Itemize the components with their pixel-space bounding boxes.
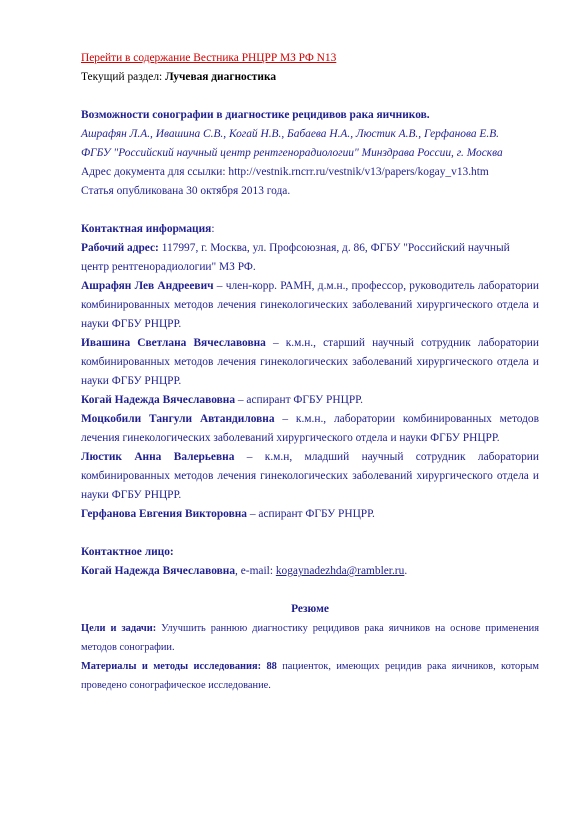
spacer — [81, 201, 539, 220]
materials-text: пациенток, имеющих рецидив рака яичников, которым проведено сонографическое исследование. — [81, 661, 539, 691]
email-suffix: . — [404, 565, 408, 577]
person-entry — [81, 391, 539, 410]
person-name: Ашрафян Лев Андреевич — [81, 280, 214, 292]
person-description: – к.м.н., старший научный сотрудник лаборатории комбинированных методов лечения гинекологических заболеваний хирургического отдела и науки ФГБУ РНЦРР. — [81, 337, 539, 387]
article-institution: ФГБУ "Российский научный центр рентгенорадиологии" Минздрава России, г. Москва — [81, 147, 503, 159]
summary-heading: Резюме — [291, 603, 329, 615]
summary-goals — [81, 619, 539, 657]
section-value: Лучевая диагностика — [165, 71, 277, 83]
person-name: Герфанова Евгения Викторовна — [81, 508, 247, 520]
materials-count: 88 — [261, 661, 277, 672]
work-address — [81, 239, 539, 277]
summary-materials — [81, 657, 539, 695]
person-description: – аспирант ФГБУ РНЦРР. — [247, 508, 375, 520]
goals-label: Цели и задачи: — [81, 623, 157, 634]
person-entry — [81, 448, 539, 505]
person-entry — [81, 277, 539, 334]
contact-person-heading: Контактное лицо: — [81, 546, 174, 558]
person-name: Моцкобили Тангули Автандиловна — [81, 413, 275, 425]
publication-date: Статья опубликована 30 октября 2013 года. — [81, 185, 291, 197]
spacer — [81, 581, 539, 600]
work-address-label: Рабочий адрес: — [81, 242, 159, 254]
person-description: – член-корр. РАМН, д.м.н., профессор, руководитель лаборатории комбинированных методов лечения гинекологических заболеваний хирургического отдела и науки ФГБУ РНЦРР. — [81, 280, 539, 330]
person-description: – к.м.н, младший научный сотрудник лаборатории комбинированных методов лечения гинекологических заболеваний хирургического отдела и науки ФГБУ РНЦРР. — [81, 451, 539, 501]
email-prefix: , e-mail: — [235, 565, 276, 577]
section-label: Текущий раздел: — [81, 71, 163, 83]
person-name: Люстик Анна Валерьевна — [81, 451, 235, 463]
work-address-text: 117997, г. Москва, ул. Профсоюзная, д. 86, ФГБУ "Российский научный центр рентгенорадиологии" МЗ РФ. — [81, 242, 510, 273]
article-authors: Ашрафян Л.А., Ивашина С.В., Когай Н.В., Бабаева Н.А., Люстик А.В., Герфанова Е.В. — [81, 128, 500, 140]
person-name: Ивашина Светлана Вячеславовна — [81, 337, 266, 349]
contacts-heading-colon: : — [211, 223, 215, 235]
person-entry — [81, 410, 539, 448]
materials-label: Материалы и методы исследования: — [81, 661, 262, 672]
person-name: Когай Надежда Вячеславовна — [81, 394, 236, 406]
spacer — [81, 524, 539, 543]
current-section — [81, 68, 539, 87]
person-entry — [81, 505, 539, 524]
contact-person — [81, 562, 539, 581]
article-title: Возможности сонографии в диагностике рецидивов рака яичников. — [81, 109, 430, 121]
person-entry — [81, 334, 539, 391]
contacts-heading-text: Контактная информация — [81, 223, 212, 235]
article-content — [81, 49, 539, 695]
contact-person-name: Когай Надежда Вячеславовна — [81, 565, 236, 577]
spacer — [81, 87, 539, 106]
goals-text: Улучшить раннюю диагностику рецидивов рака яичников на основе применения методов сонографии. — [81, 623, 540, 653]
top-nav — [81, 49, 539, 68]
person-description: – к.м.н., лаборатории комбинированных методов лечения гинекологических заболеваний хирургического отдела и науки ФГБУ РНЦРР. — [81, 413, 540, 444]
email-link[interactable]: kogaynadezhda@rambler.ru — [275, 565, 405, 577]
contents-link[interactable]: Перейти в содержание Вестника РНЦРР МЗ РФ N13 — [81, 52, 337, 64]
document-address: Адрес документа для ссылки: http://vestnik.rncrr.ru/vestnik/v13/papers/kogay_v13.htm — [81, 166, 489, 178]
person-description: – аспирант ФГБУ РНЦРР. — [235, 394, 363, 406]
contacts-heading — [81, 220, 539, 239]
